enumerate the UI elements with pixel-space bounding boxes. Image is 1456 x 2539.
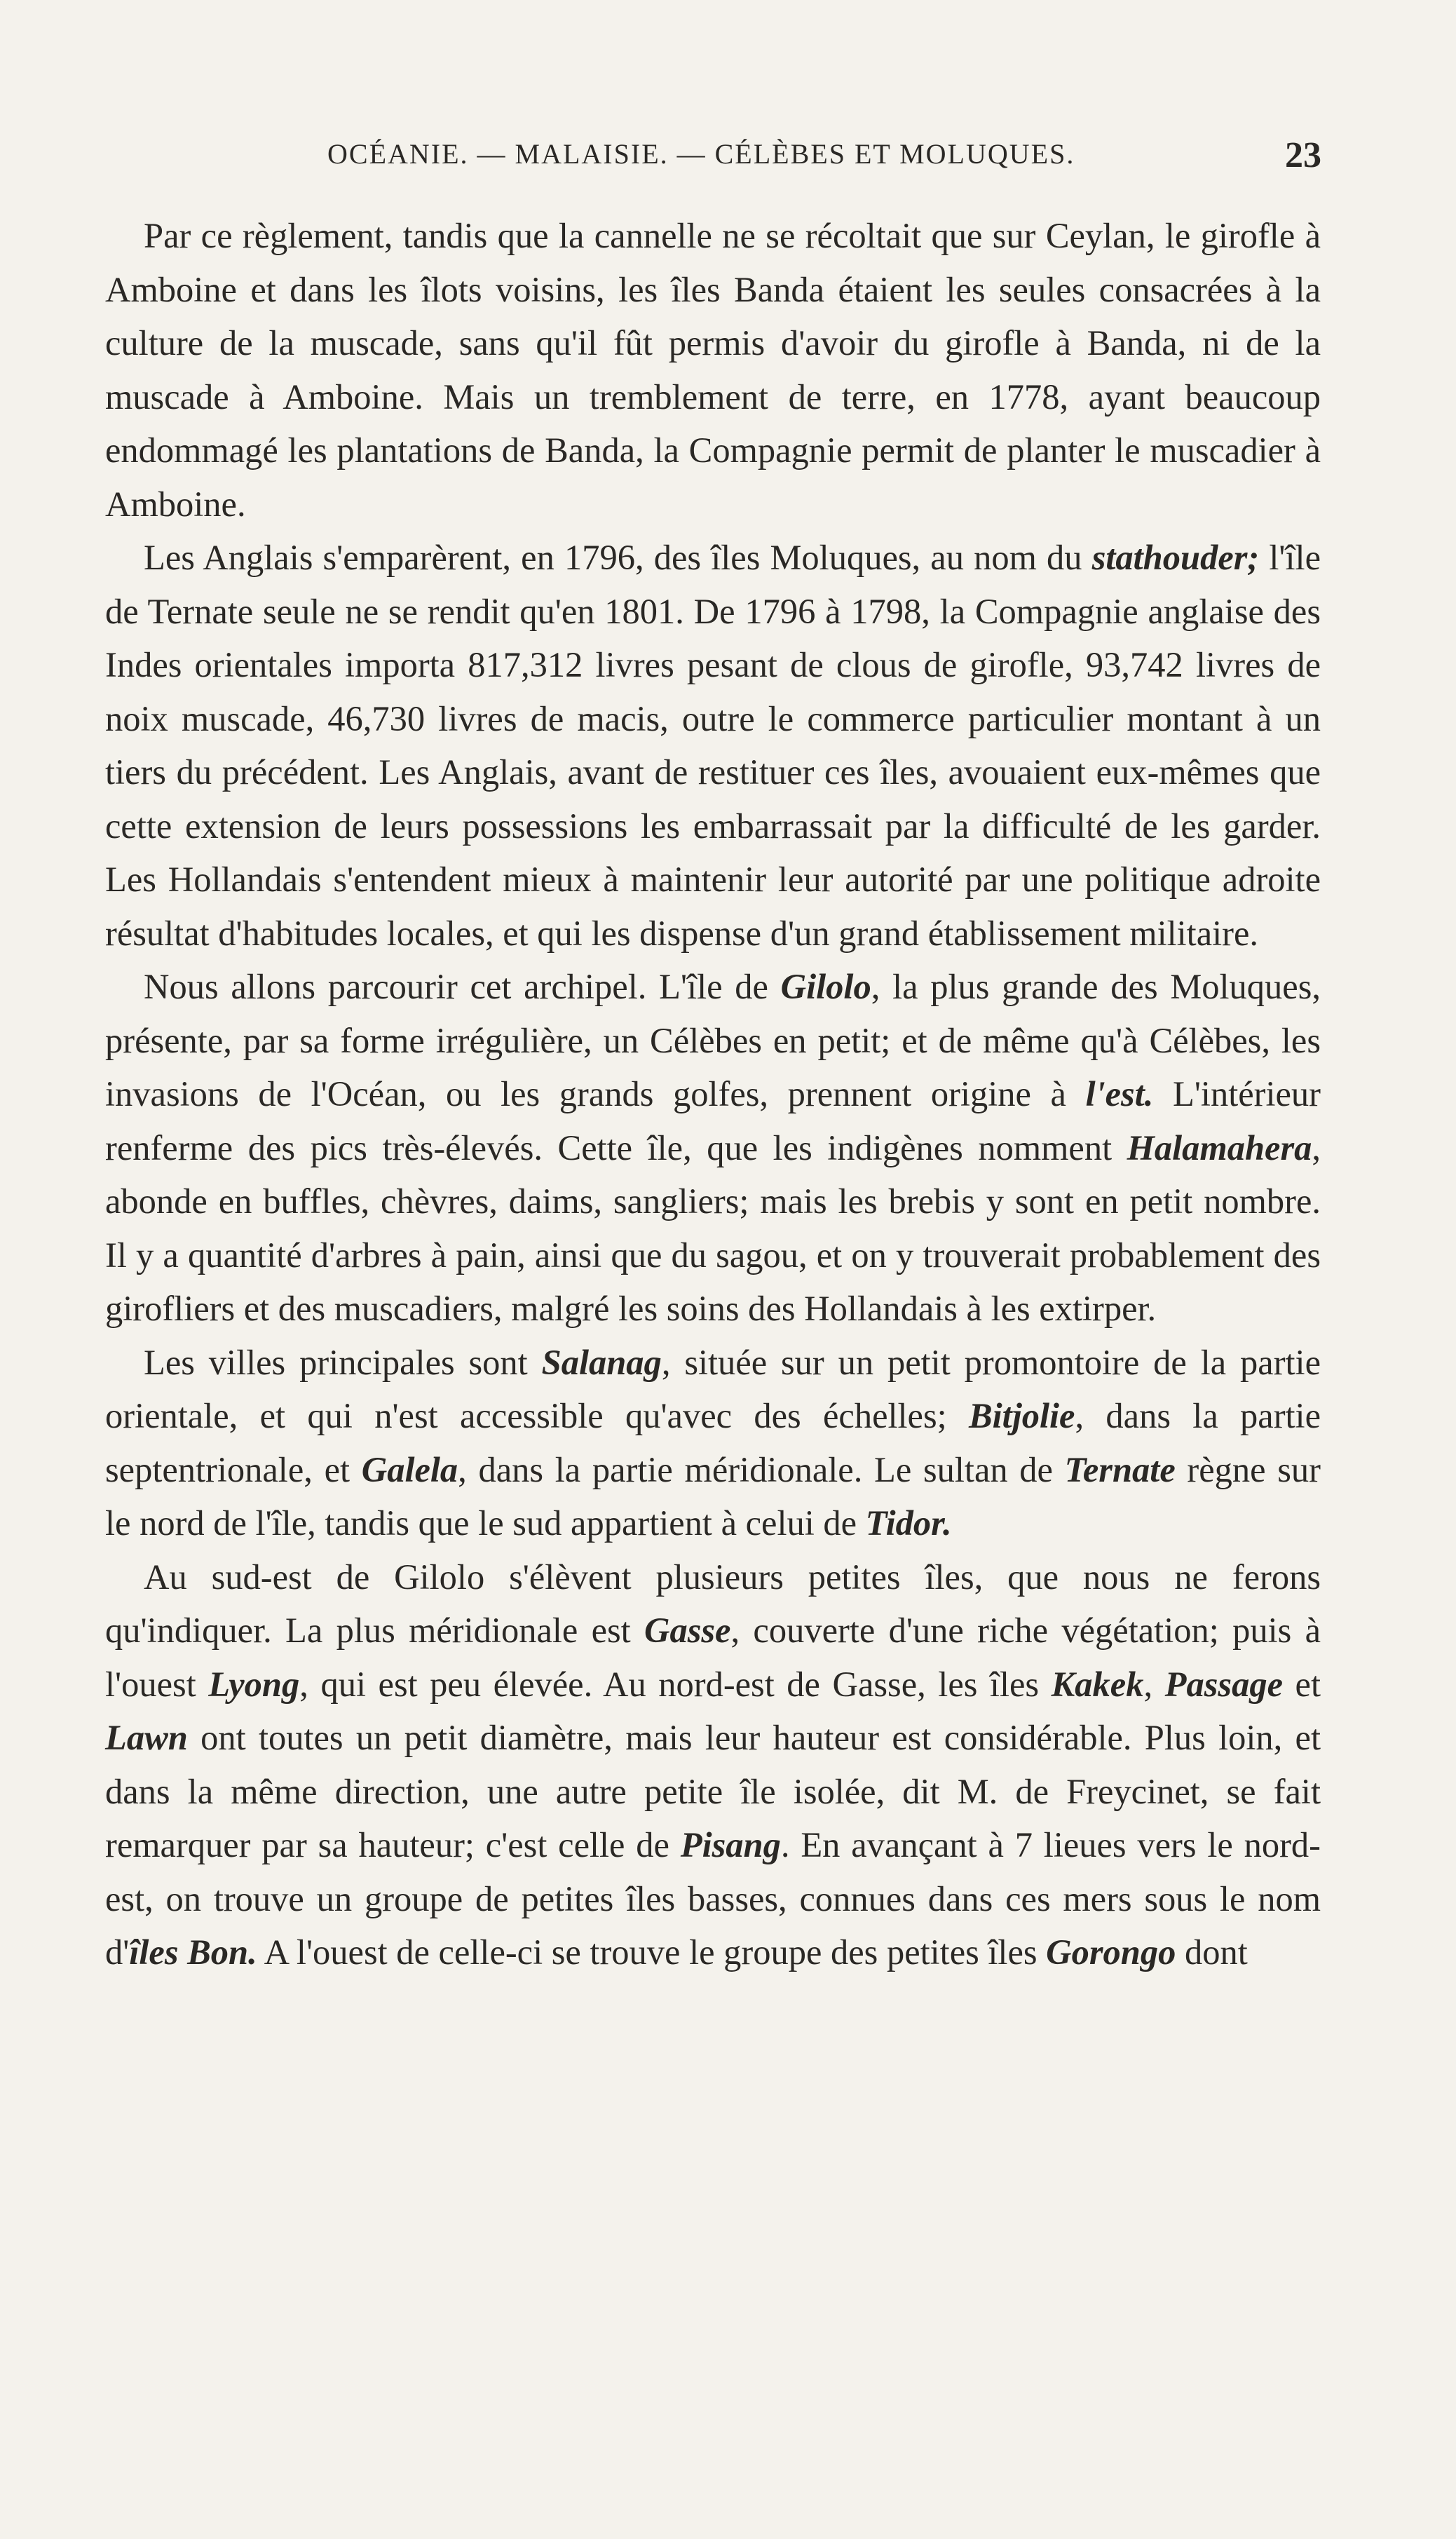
italic-term: Tidor. bbox=[865, 1503, 952, 1543]
italic-term: Lyong bbox=[208, 1664, 300, 1704]
page-number: 23 bbox=[1285, 135, 1321, 175]
page-header bbox=[144, 137, 1321, 187]
italic-term: Galela bbox=[361, 1449, 458, 1489]
italic-term: îles Bon. bbox=[129, 1932, 257, 1972]
italic-term: Ternate bbox=[1064, 1449, 1176, 1489]
italic-term: Passage bbox=[1164, 1664, 1283, 1704]
italic-term: Bitjolie bbox=[968, 1396, 1075, 1435]
paragraph-4: Les villes principales sont Salanag, située sur un petit promontoire de la partie orientale, et qui n'est accessible qu'avec des échelles; Bitjolie, dans la partie septentrionale, et Galela, dans la partie méridionale. Le sultan de Ternate règne sur le nord de l'île, tandis que le sud appartient à celui de Tidor. bbox=[105, 1342, 1321, 1543]
italic-term: Halamahera bbox=[1127, 1128, 1312, 1167]
paragraph-1: Par ce règlement, tandis que la cannelle ne se récoltait que sur Ceylan, le girofle à Amboine et dans les îlots voisins, les îles Banda étaient les seules consacrées à la culture de la muscade, sans qu'il fût permis d'avoir du girofle à Banda, ni de la muscade à Amboine. Mais un tremblement de terre, en 1778, ayant beaucoup endommagé les plantations de Banda, la Compagnie permit de planter le muscadier à Amboine. bbox=[105, 216, 1321, 524]
paragraph-5: Au sud-est de Gilolo s'élèvent plusieurs petites îles, que nous ne ferons qu'indiquer. La plus méridionale est Gasse, couverte d'une riche végétation; puis à l'ouest Lyong, qui est peu élevée. Au nord-est de Gasse, les îles Kakek, Passage et Lawn ont toutes un petit diamètre, mais leur hauteur est considérable. Plus loin, et dans la même direction, une autre petite île isolée, dit M. de Freycinet, se fait remarquer par sa hauteur; c'est celle de Pisang. En avançant à 7 lieues vers le nord-est, on trouve un groupe de petites îles basses, connues dans ces mers sous le nom d'îles Bon. A l'ouest de celle-ci se trouve le groupe des petites îles Gorongo dont bbox=[105, 1557, 1321, 1972]
italic-term: Gorongo bbox=[1046, 1932, 1176, 1972]
italic-term: Gasse bbox=[644, 1611, 731, 1650]
italic-term: Gilolo bbox=[780, 967, 871, 1006]
running-title: OCÉANIE. — MALAISIE. — CÉLÈBES ET MOLUQUES. bbox=[327, 138, 1075, 170]
paragraph-2: Les Anglais s'emparèrent, en 1796, des îles Moluques, au nom du stathouder; l'île de Ternate seule ne se rendit qu'en 1801. De 1796 à 1798, la Compagnie anglaise des Indes orientales importa 817,312 livres pesant de clous de girofle, 93,742 livres de noix muscade, 46,730 livres de macis, outre le commerce particulier montant à un tiers du précédent. Les Anglais, avant de restituer ces îles, avouaient eux-mêmes que cette extension de leurs possessions les embarrassait par la difficulté de les garder. Les Hollandais s'entendent mieux à maintenir leur autorité par une politique adroite résultat d'habitudes locales, et qui les dispense d'un grand établissement militaire. bbox=[105, 538, 1321, 953]
italic-term: Salanag bbox=[541, 1342, 662, 1382]
italic-term: stathouder; bbox=[1091, 538, 1260, 577]
italic-term: Pisang bbox=[680, 1825, 781, 1864]
body-text bbox=[105, 209, 1321, 1979]
italic-term: Kakek bbox=[1051, 1664, 1144, 1704]
paragraph-3: Nous allons parcourir cet archipel. L'île de Gilolo, la plus grande des Moluques, présente, par sa forme irrégulière, un Célèbes en petit; et de même qu'à Célèbes, les invasions de l'Océan, ou les grands golfes, prennent origine à l'est. L'intérieur renferme des pics très-élevés. Cette île, que les indigènes nomment Halamahera, abonde en buffles, chèvres, daims, sangliers; mais les brebis y sont en petit nombre. Il y a quantité d'arbres à pain, ainsi que du sagou, et on y trouverait probablement des girofliers et des muscadiers, malgré les soins des Hollandais à les extirper. bbox=[105, 967, 1321, 1328]
italic-term: Lawn bbox=[105, 1718, 188, 1757]
italic-term: l'est. bbox=[1085, 1074, 1154, 1113]
